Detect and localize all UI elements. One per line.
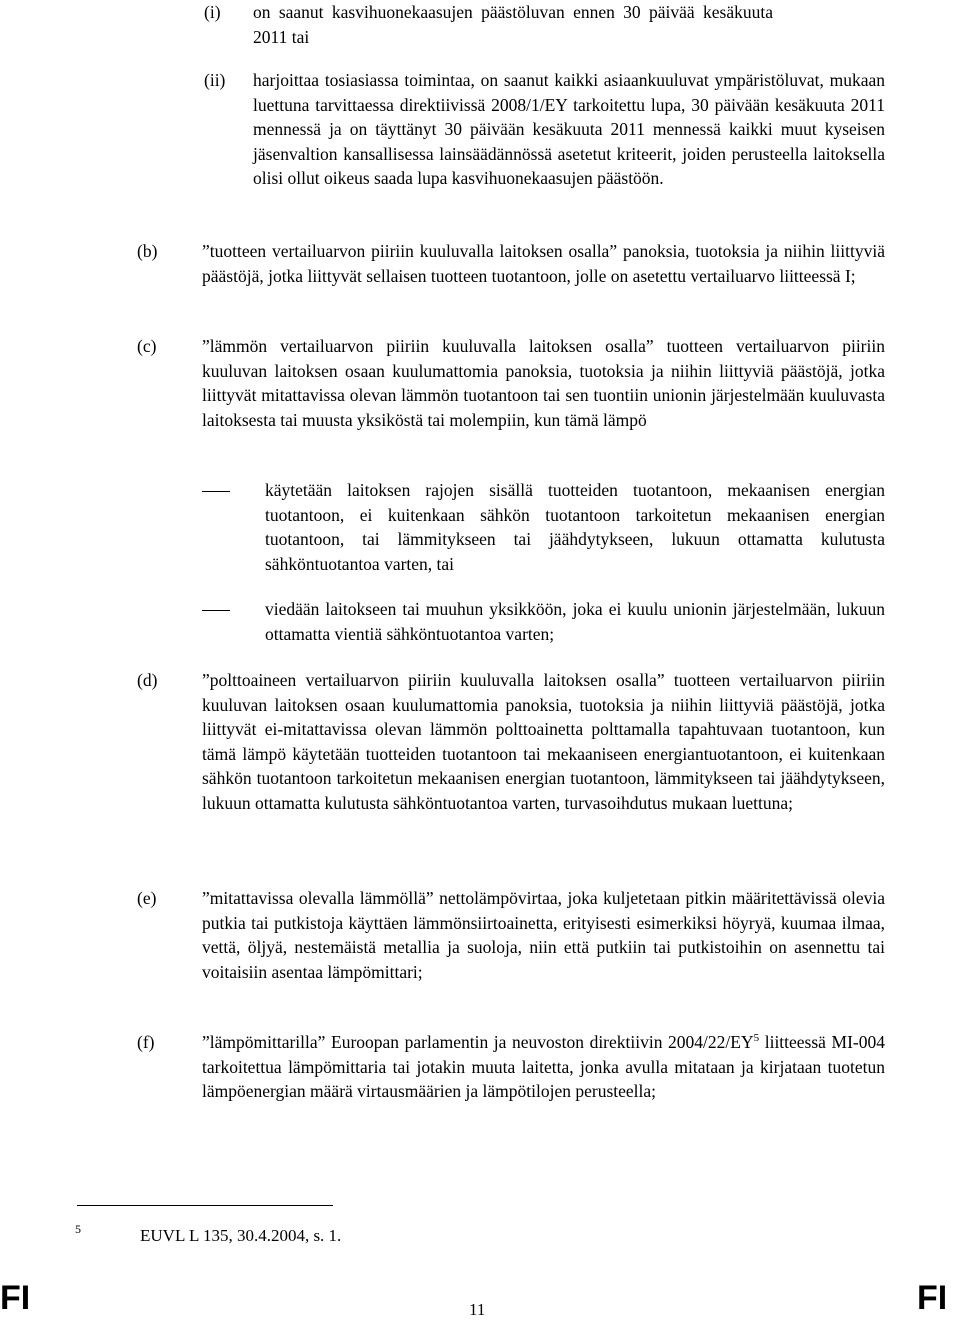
item-text: ”mitattavissa olevalla lämmöllä” nettolämpövirtaa, joka kuljetetaan pitkin määritettävissä olevia putkia tai putkistoja käyttäen lämmönsiirtoainetta, erityisesti esimerkiksi höyryä, kuumaa ilmaa, vettä, öljyä, nestemäistä metallia ja suoloja, niin että putkiin tai putkistoihin on asennettu tai voitaisiin asentaa lämpömittari; <box>202 888 885 982</box>
item-label: (i) <box>204 2 221 22</box>
footer-language-right: FI <box>917 1279 948 1317</box>
item-text: ”polttoaineen vertailuarvon piiriin kuuluvalla laitoksen osalla” tuotteen vertailuarvon piiriin kuuluvan laitoksen osaan kuulumattomia panoksia, tuotoksia ja niihin liittyviä päästöjä, jotka liittyvät ei-mitattavissa olevan lämmön polttoainetta polttamalla tapahtuvaan tuotantoon, kun tämä lämpö käytetään tuotteiden tuotantoon tai mekaaniseen energiantuotantoon, ei kuitenkaan sähkön tuotantoon tarkoitetun mekaanisen energian tuotantoon, lämmitykseen tai jäähdytykseen, lukuun ottamatta kulutusta sähköntuotantoa varten, turvasoihdutus mukaan luettuna; <box>202 670 885 813</box>
item-text: harjoittaa tosiasiassa toimintaa, on saanut kaikki asiaankuuluvat ympäristöluvat, mukaan luettuna tarvittaessa direktiivissä 2008/1/EY tarkoitettu lupa, 30 päivään kesäkuuta 2011 mennessä ja on täyttänyt 30 päivään kesäkuuta 2011 mennessä kaikki muut kyseisen jäsenvaltion kansallisessa lainsäädännössä asetetut kriteerit, joiden perusteella laitoksella olisi ollut oikeus saada lupa kasvihuonekaasujen päästöön. <box>253 70 885 188</box>
footnote-rule <box>77 1205 333 1206</box>
item-text: ”tuotteen vertailuarvon piiriin kuuluvalla laitoksen osalla” panoksia, tuotoksia ja niihin liittyviä päästöjä, jotka liittyvät sellaisen tuotteen tuotantoon, jolle on asetettu vertailuarvo liitteessä I; <box>202 241 885 286</box>
item-text: ”lämmön vertailuarvon piiriin kuuluvalla laitoksen osalla” tuotteen vertailuarvon piiriin kuuluvan laitoksen osaan kuulumattomia panoksia, tuotoksia ja niihin liittyviä päästöjä, jotka liittyvät mitattavissa olevan lämmön tuotantoon tai sen tuontiin unionin järjestelmään kuuluvasta laitoksesta tai muusta yksiköstä tai molempiin, kun tämä lämpö <box>202 336 885 430</box>
item-text-part: liitteessä MI-004 tarkoitettua lämpömittaria tai jotakin muuta laitetta, jonka avulla mitataan ja kirjataan tuotetun lämpöenergian määrä virtausmäärien ja lämpötilojen perusteella; <box>202 1032 886 1101</box>
footer-language-left: FI <box>0 1279 31 1317</box>
item-label: (c) <box>137 336 157 356</box>
item-text: on saanut kasvihuonekaasujen päästöluvan ennen 30 päivää kesäkuuta 2011 tai <box>253 2 773 47</box>
footnote-text: EUVL L 135, 30.4.2004, s. 1. <box>140 1226 342 1245</box>
dash-item-text: käytetään laitoksen rajojen sisällä tuotteiden tuotantoon, mekaanisen energian tuotantoon, ei kuitenkaan sähkön tuotantoon tarkoitetun mekaanisen energian tuotantoon, tai lämmitykseen tai jäähdytykseen, lukuun ottamatta kulutusta sähköntuotantoa varten, tai <box>265 480 885 574</box>
item-text <box>202 1030 885 1104</box>
footnote-ref[interactable]: 5 <box>753 1032 760 1044</box>
item-text-part: ”lämpömittarilla” Euroopan parlamentin ja neuvoston direktiivin 2004/22/EY <box>202 1032 754 1052</box>
footnote-number: 5 <box>75 1222 81 1236</box>
dash-item-text: viedään laitokseen tai muuhun yksikköön, joka ei kuulu unionin järjestelmään, lukuun ottamatta vientiä sähköntuotantoa varten; <box>265 599 885 644</box>
dash-marker <box>202 491 230 492</box>
page-number: 11 <box>469 1300 486 1319</box>
item-label: (ii) <box>204 70 226 90</box>
item-label: (e) <box>137 888 157 908</box>
dash-marker <box>202 610 230 611</box>
item-label: (d) <box>137 670 158 690</box>
item-label: (f) <box>137 1032 155 1052</box>
item-label: (b) <box>137 241 158 261</box>
